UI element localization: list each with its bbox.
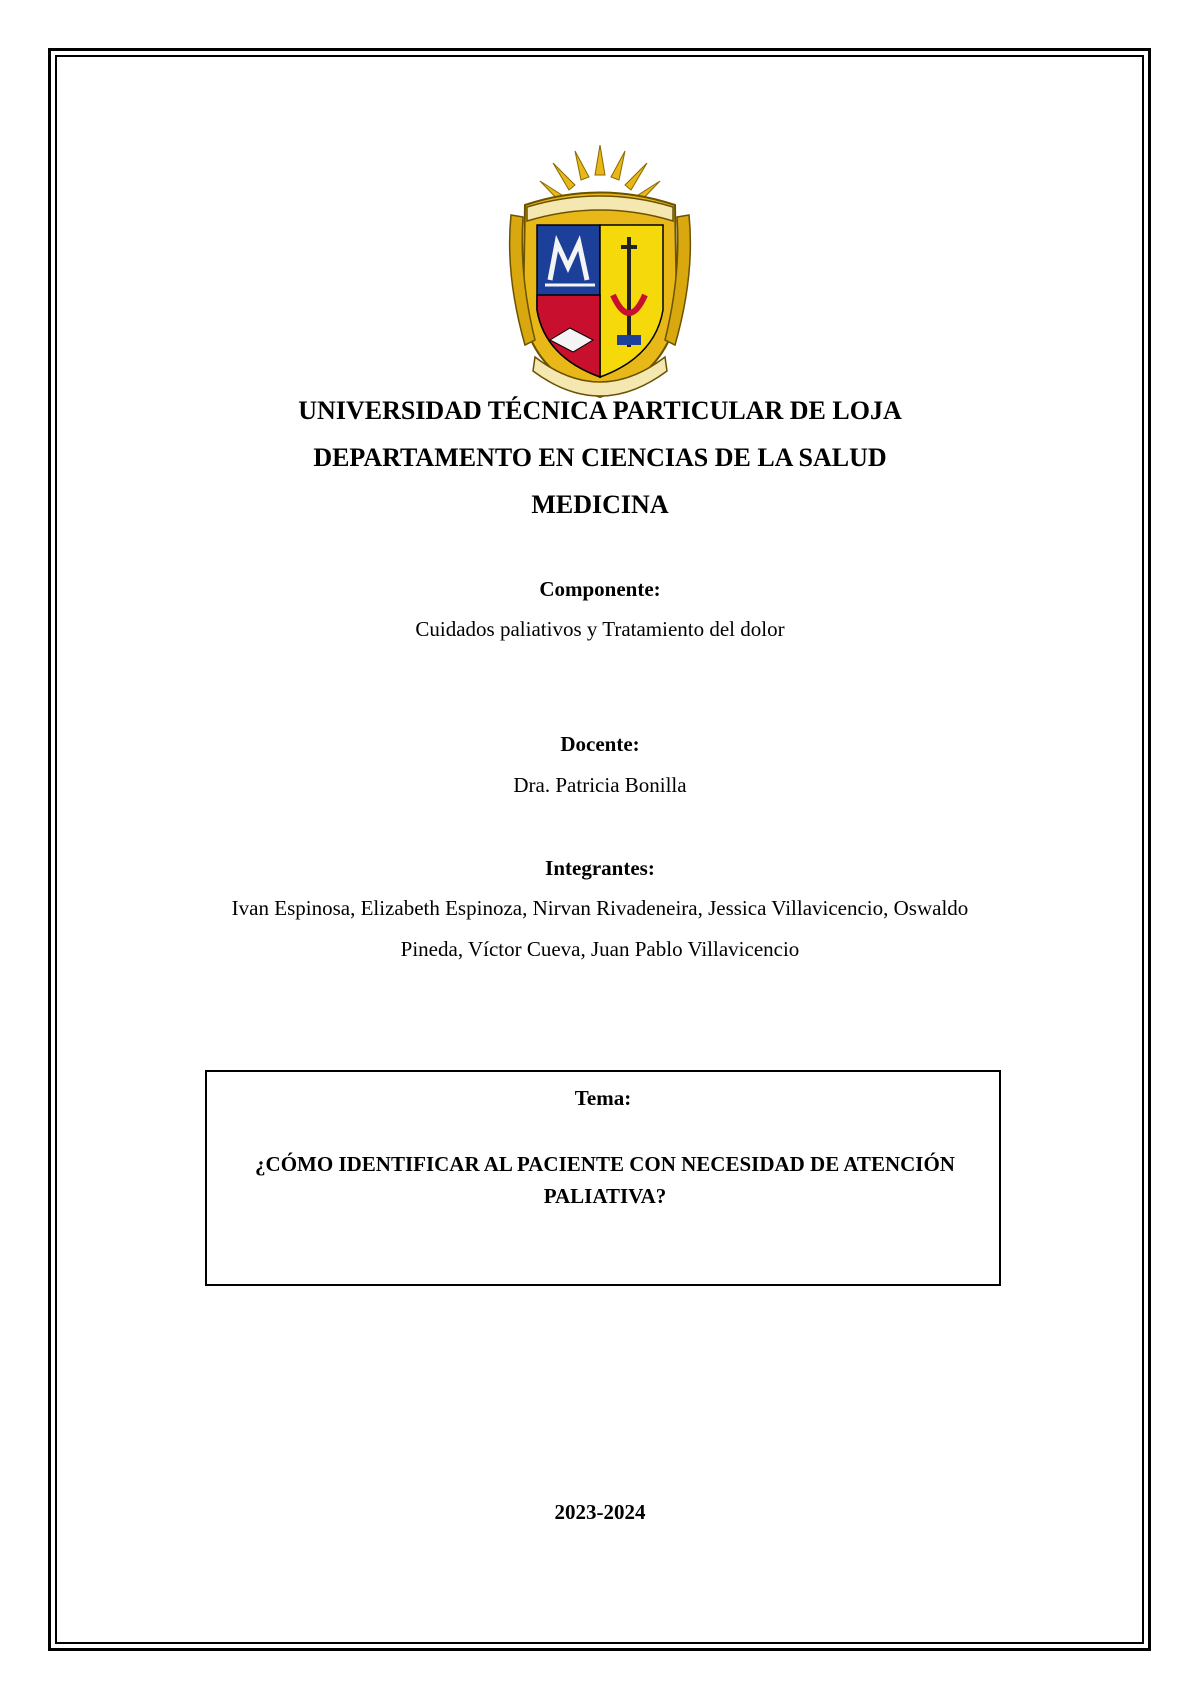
component-value: Cuidados paliativos y Tratamiento del dolor — [415, 617, 785, 641]
topic-label: Tema: — [574, 1086, 632, 1110]
teacher-value: Dra. Patricia Bonilla — [513, 773, 687, 797]
members-line-1: Ivan Espinosa, Elizabeth Espinoza, Nirvan Rivadeneira, Jessica Villavicencio, Oswaldo — [231, 896, 969, 920]
academic-period: 2023-2024 — [554, 1500, 646, 1524]
program-name: MEDICINA — [531, 490, 669, 519]
department-name: DEPARTAMENTO EN CIENCIAS DE LA SALUD — [313, 443, 887, 472]
component-label: Componente: — [539, 577, 661, 601]
teacher-label: Docente: — [560, 732, 640, 756]
topic-title: ¿CÓMO IDENTIFICAR AL PACIENTE CON NECESIDAD DE ATENCIÓN PALIATIVA? — [255, 1152, 955, 1208]
members-label: Integrantes: — [545, 856, 655, 880]
members-line-2: Pineda, Víctor Cueva, Juan Pablo Villavicencio — [400, 937, 800, 961]
topic-box — [205, 1070, 1001, 1286]
university-crest-logo — [505, 145, 695, 405]
university-name: UNIVERSIDAD TÉCNICA PARTICULAR DE LOJA — [298, 396, 902, 425]
